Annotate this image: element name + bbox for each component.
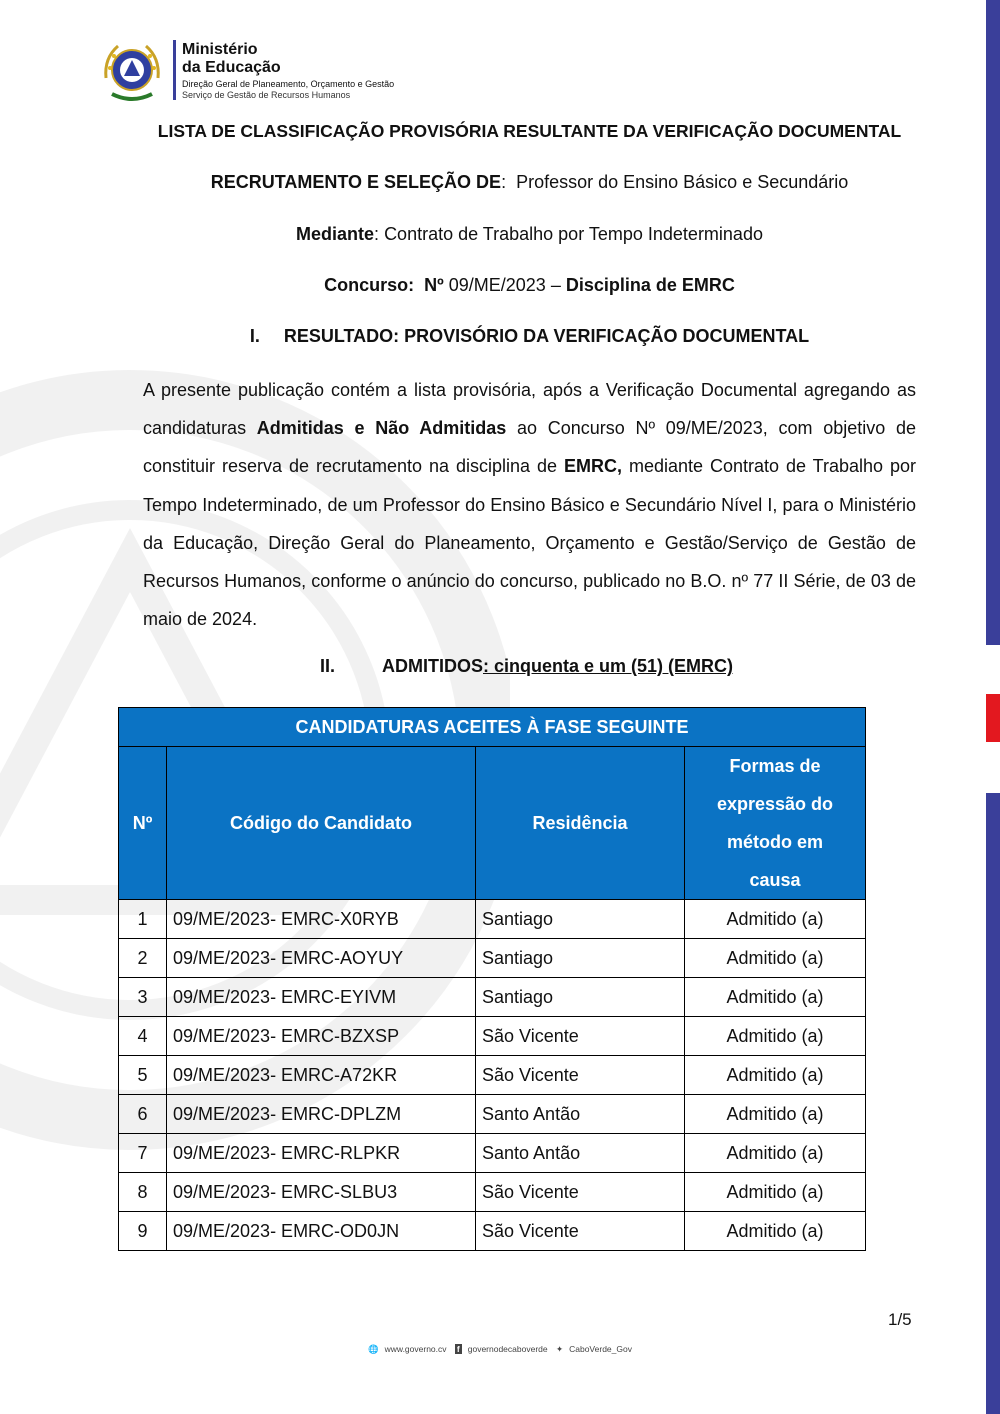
column-header-residence: Residência (476, 747, 685, 900)
section-1-title: RESULTADO: PROVISÓRIO DA VERIFICAÇÃO DOCUMENTAL (283, 326, 810, 346)
concurso-separator: – (550, 275, 561, 295)
cell-code: 09/ME/2023- EMRC-X0RYB (167, 900, 476, 939)
mediante-value: Contrato de Trabalho por Tempo Indeterminado (384, 224, 763, 244)
mediante-label: Mediante (296, 224, 375, 244)
cell-number: 9 (119, 1212, 167, 1251)
column-header-code: Código do Candidato (167, 747, 476, 900)
cell-residence: Santiago (476, 978, 685, 1017)
edge-stripe-bottom (986, 793, 1000, 1414)
cell-residence: São Vicente (476, 1056, 685, 1095)
ministry-name-line1: Ministério (182, 41, 258, 58)
document-title: LISTA DE CLASSIFICAÇÃO PROVISÓRIA RESULTANTE DA VERIFICAÇÃO DOCUMENTAL (157, 121, 902, 141)
cell-code: 09/ME/2023- EMRC-DPLZM (167, 1095, 476, 1134)
table-row (119, 1134, 866, 1173)
paragraph-bold-2: EMRC, (563, 456, 622, 477)
table-row (119, 900, 866, 939)
recruitment-label: RECRUTAMENTO E SELEÇÃO DE (210, 172, 502, 192)
department-name: Direção Geral de Planeamento, Orçamento e Gestão (182, 79, 395, 89)
cell-status: Admitido (a) (685, 1017, 866, 1056)
concurso-line (143, 275, 916, 296)
intro-paragraph (143, 371, 916, 638)
cell-code: 09/ME/2023- EMRC-RLPKR (167, 1134, 476, 1173)
cell-residence: Santo Antão (476, 1095, 685, 1134)
cell-status: Admitido (a) (685, 1173, 866, 1212)
cell-status: Admitido (a) (685, 978, 866, 1017)
footer-facebook: governodecaboverde (467, 1344, 548, 1354)
concurso-disciplina: Disciplina de EMRC (565, 275, 735, 295)
paragraph-bold-1: Admitidas e Não Admitidas (256, 418, 507, 439)
cell-number: 8 (119, 1173, 167, 1212)
coat-of-arms-logo (98, 38, 166, 106)
table-row (119, 1056, 866, 1095)
cell-status: Admitido (a) (685, 1095, 866, 1134)
twitter-icon: ✦ (555, 1344, 564, 1354)
table-row (119, 939, 866, 978)
paragraph-part-3: mediante Contrato de Trabalho por Tempo Indeterminado, de um Professor do Ensino Básico e Secundário Nível I, para o Ministério da Educação, Direção Geral do Planeamento, Orçamento e Gestão/Serviço de Gestão de Recursos Humanos, conforme o anúncio do concurso, publicado no B.O. nº 77 II Série, de 03 de maio de 2024. (143, 456, 916, 630)
column-header-method: Formas de expressão do método em causa (685, 747, 866, 900)
cell-number: 1 (119, 900, 167, 939)
cell-residence: Santo Antão (476, 1134, 685, 1173)
edge-stripe-red (986, 694, 1000, 742)
section-2-heading (320, 656, 733, 677)
cell-number: 2 (119, 939, 167, 978)
section-1-heading (143, 326, 916, 347)
section-2-detail: : cinquenta e um (51) (EMRC) (483, 656, 734, 676)
cell-residence: São Vicente (476, 1017, 685, 1056)
paragraph-part-1: A presente publicação contém a lista provisória, após a Verificação Documental agregando as candidaturas (143, 380, 916, 439)
candidates-table (118, 707, 866, 1251)
cell-status: Admitido (a) (685, 1212, 866, 1251)
service-name: Serviço de Gestão de Recursos Humanos (182, 90, 351, 100)
cell-status: Admitido (a) (685, 900, 866, 939)
concurso-number: 09/ME/2023 (448, 275, 546, 295)
footer-twitter: CaboVerde_Gov (569, 1344, 632, 1354)
footer-website: www.governo.cv (384, 1344, 447, 1354)
table-row (119, 1212, 866, 1251)
cell-code: 09/ME/2023- EMRC-EYIVM (167, 978, 476, 1017)
cell-status: Admitido (a) (685, 1056, 866, 1095)
concurso-label: Concurso: (324, 275, 415, 295)
table-row (119, 1017, 866, 1056)
cell-residence: Santiago (476, 900, 685, 939)
cell-status: Admitido (a) (685, 939, 866, 978)
cell-code: 09/ME/2023- EMRC-AOYUY (167, 939, 476, 978)
ministry-name-line2: da Educação (182, 59, 281, 76)
section-2-label: ADMITIDOS (382, 656, 483, 676)
cell-number: 7 (119, 1134, 167, 1173)
cell-code: 09/ME/2023- EMRC-OD0JN (167, 1212, 476, 1251)
column-header-number: Nº (119, 747, 167, 900)
page-number: 1/5 (888, 1310, 912, 1329)
table-row (119, 1095, 866, 1134)
footer (0, 1344, 1000, 1355)
table-row (119, 978, 866, 1017)
mediante-line: Mediante: Contrato de Trabalho por Tempo Indeterminado (296, 224, 763, 244)
cell-number: 3 (119, 978, 167, 1017)
cell-residence: São Vicente (476, 1173, 685, 1212)
table-caption: CANDIDATURAS ACEITES À FASE SEGUINTE (119, 708, 866, 747)
cell-code: 09/ME/2023- EMRC-A72KR (167, 1056, 476, 1095)
cell-code: 09/ME/2023- EMRC-SLBU3 (167, 1173, 476, 1212)
cell-status: Admitido (a) (685, 1134, 866, 1173)
concurso-num-label: Nº (424, 275, 444, 295)
recruitment-line: RECRUTAMENTO E SELEÇÃO DE: Professor do Ensino Básico e Secundário (210, 172, 849, 192)
globe-icon: 🌐 (368, 1344, 379, 1354)
edge-stripe-top (986, 0, 1000, 645)
ministry-header (173, 40, 394, 100)
cell-number: 5 (119, 1056, 167, 1095)
cell-number: 6 (119, 1095, 167, 1134)
section-1-number: I. (249, 326, 260, 346)
recruitment-value: Professor do Ensino Básico e Secundário (516, 172, 849, 192)
facebook-icon: f (456, 1344, 460, 1354)
cell-code: 09/ME/2023- EMRC-BZXSP (167, 1017, 476, 1056)
cell-residence: Santiago (476, 939, 685, 978)
section-2-number: II. (320, 656, 336, 676)
cell-number: 4 (119, 1017, 167, 1056)
table-body (119, 900, 866, 1251)
paragraph-part-2: ao Concurso Nº 09/ME/2023, com objetivo de constituir reserva de recrutamento na disciplina de (143, 418, 916, 477)
cell-residence: São Vicente (476, 1212, 685, 1251)
table-row (119, 1173, 866, 1212)
